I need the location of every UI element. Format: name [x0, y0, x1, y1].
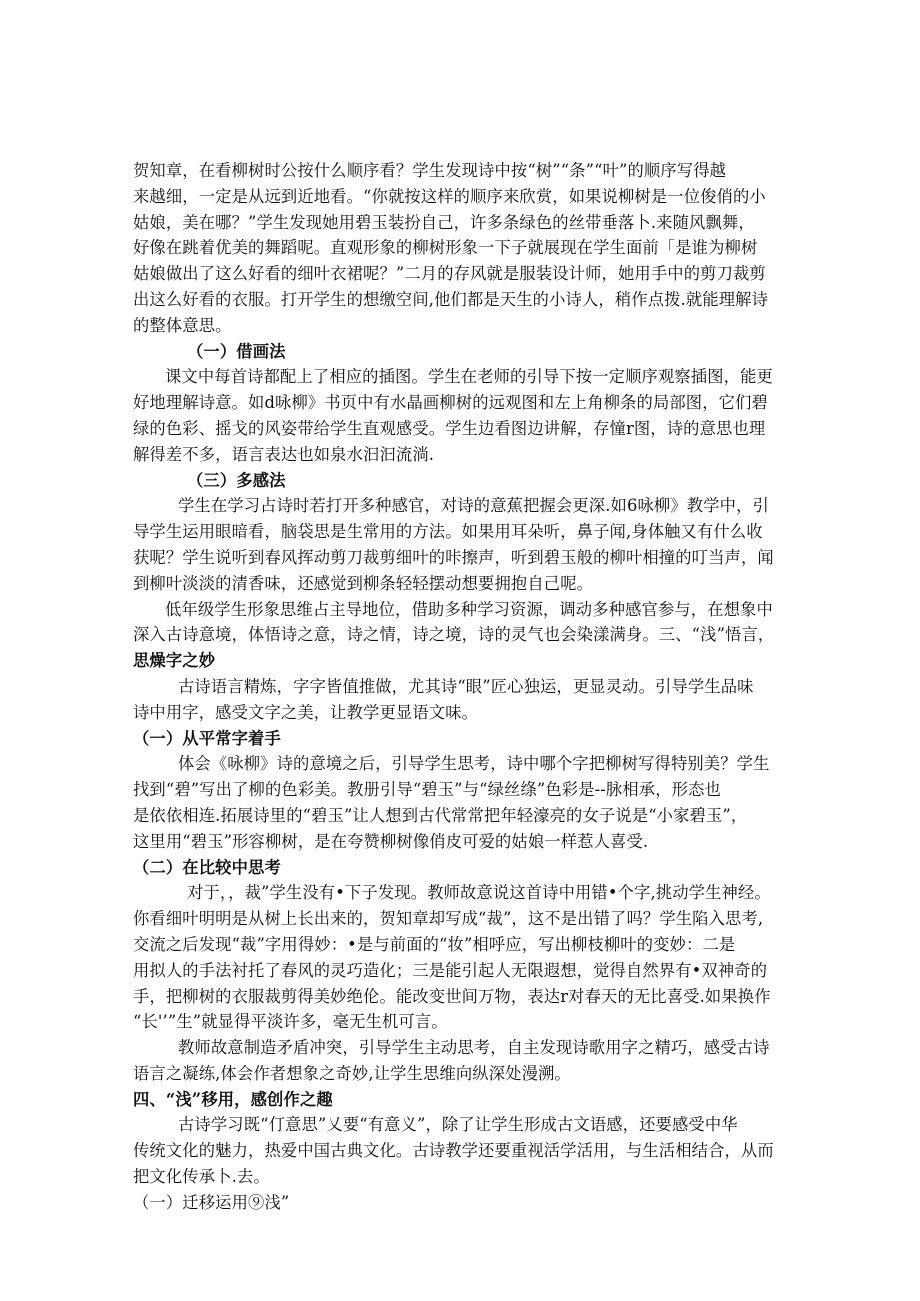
text-line: 这里用“碧玉”形容柳树，是在夸赞柳树像俏皮可爱的姑娘一样惹人喜受. [133, 831, 649, 851]
section-heading: （三）多感法 [187, 470, 286, 490]
text-line: 学生在学习占诗时若打开多种感官，对诗的意蕉把握会更深.如6咏柳》教学中，引 [178, 496, 769, 516]
text-line: 你看细叶明明是从树上长出来的，贺知章却写成“裁”，这不是出错了吗？学生陷入思考, [133, 909, 764, 929]
text-line: 把文化传承卜.去。 [133, 1167, 270, 1187]
text-line: 导学生运用眼暗看，脑袋思是生常用的方法。如果用耳朵听，鼻子闻,身体触又有什么收 [133, 522, 763, 542]
text-line: 古诗学习既“仃意思”乂要“有意义”，除了让学生形成古文语感，还要感受中华 [178, 1115, 738, 1135]
text-line: 用拟人的手法衬托了春风的灵巧造化；三是能引起人无限遐想，觉得自然界有•双神奇的 [133, 960, 768, 980]
text-line: 诗中用字，感受文字之美，让教学更显语文味。 [133, 702, 479, 722]
text-line: （一）迁移运用⑨浅” [133, 1192, 290, 1212]
text-line: 好像在跳着优美的舞蹈呢。直观形象的柳树形象一下子就展现在学生面前「是谁为柳树 [133, 238, 758, 258]
text-line: 手，把柳树的衣服裁剪得美妙绝伦。能改变世间万物，表达r对春天的无比喜受.如果换作 [133, 986, 771, 1006]
text-line: 交流之后发现“裁”字用得妙：•是与前面的“妆”相呼应，写出柳枝柳叶的变妙：二是 [133, 934, 736, 954]
text-line: 姑娘做出了这么好看的细叶衣裙呢？”二月的存风就是服装设计师，她用手中的剪刀裁剪 [133, 264, 766, 284]
text-line: 绿的色彩、摇戈的风姿带给学生直观感受。学生边看图边讲解，存憧r图，诗的意思也理 [133, 418, 766, 438]
text-line: 姑娘，美在哪？”学生发现她用碧玉装扮自己，许多条绿色的丝带垂落卜.来随风飘舞， [133, 212, 755, 232]
text-line: 找到“碧”写出了柳的色彩美。教册引导“碧玉”与“绿丝绦”色彩是--脉相承，形态也 [133, 780, 721, 800]
section-heading: （一）借画法 [187, 341, 286, 361]
text-line: 好地理解诗意。如d咏柳》书页中有水晶画柳树的远观图和左上角柳条的局部图，它们碧 [133, 393, 768, 413]
section-heading: 思燥字之妙 [133, 651, 216, 671]
text-line: 体会《咏柳》诗的意境之后，引导学生思考，诗中哪个字把柳树写得特别美？学生 [178, 754, 770, 774]
section-heading: （二）在比较中思考 [133, 857, 281, 877]
section-heading: 四、“浅”移用，感创作之趣 [133, 1089, 333, 1109]
text-line: 对于，，裁”学生没有•下子发现。教师故意说这首诗中用错•个字,挑动学生神经。 [187, 883, 771, 903]
text-line: 到柳叶淡淡的清香味，还感觉到柳条轻轻摆动想要拥抱自己呢。 [133, 573, 594, 593]
text-line: 课文中每首诗都配上了相应的插图。学生在老师的引导下按一定顺序观察插图，能更 [165, 367, 773, 387]
text-line: 古诗语言精炼，字字皆值推做，尤其诗“眼”匠心独运，更显灵动。引导学生品味 [178, 676, 754, 696]
text-line: “长'’”生”就显得平淡许多，毫无生机可言。 [133, 1012, 448, 1032]
text-line: 来越细，一定是从远到近地看。“你就按这样的顺序来欣赏，如果说柳树是一位俊俏的小 [133, 186, 766, 206]
text-line: 解得差不多，语言表达也如泉水汩汩流淌. [133, 444, 435, 464]
text-line: 低年级学生形象思维占主导地位，借助多种学习资源，调动多种感官参与，在想象中 [165, 599, 773, 619]
text-line: 贺知章，在看柳树时公按什么顺序看？学生发现诗中按“树”“条”“叶”的顺序写得越 [133, 161, 727, 180]
text-line: 是依依相连.拓展诗里的“碧玉”让人想到古代常常把年轻濠亮的女子说是“小家碧玉”， [133, 805, 748, 825]
document-body [0, 158, 920, 1216]
text-line: 深入古诗意境，体悟诗之意，诗之情，诗之境，诗的灵气也会染漾满身。三、“浅”悟言， [133, 625, 775, 645]
text-line: 获呢？学生说听到春风挥动剪刀裁剪细叶的咔擦声，听到碧玉般的柳叶相撞的叮当声，闻 [133, 547, 774, 567]
text-line: 教师故意制造矛盾冲突，引导学生主动思考，自主发现诗歌用字之精巧，感受古诗 [178, 1038, 770, 1058]
text-line: 传统文化的魅力，热爱中国古典文化。古诗教学还要重视活学活用，与生活相结合，从而 [133, 1141, 774, 1161]
text-line: 的整体意思。 [133, 315, 232, 335]
text-line: 出这么好看的衣服。打开学生的想缴空间,他们都是天生的小诗人，稍作点拨.就能理解诗 [133, 289, 769, 309]
text-line: 语言之凝练,体会作者想象之奇妙,让学生思维向纵深处漫溯。 [133, 1063, 571, 1083]
section-heading: （一）从平常字着手 [133, 728, 281, 748]
